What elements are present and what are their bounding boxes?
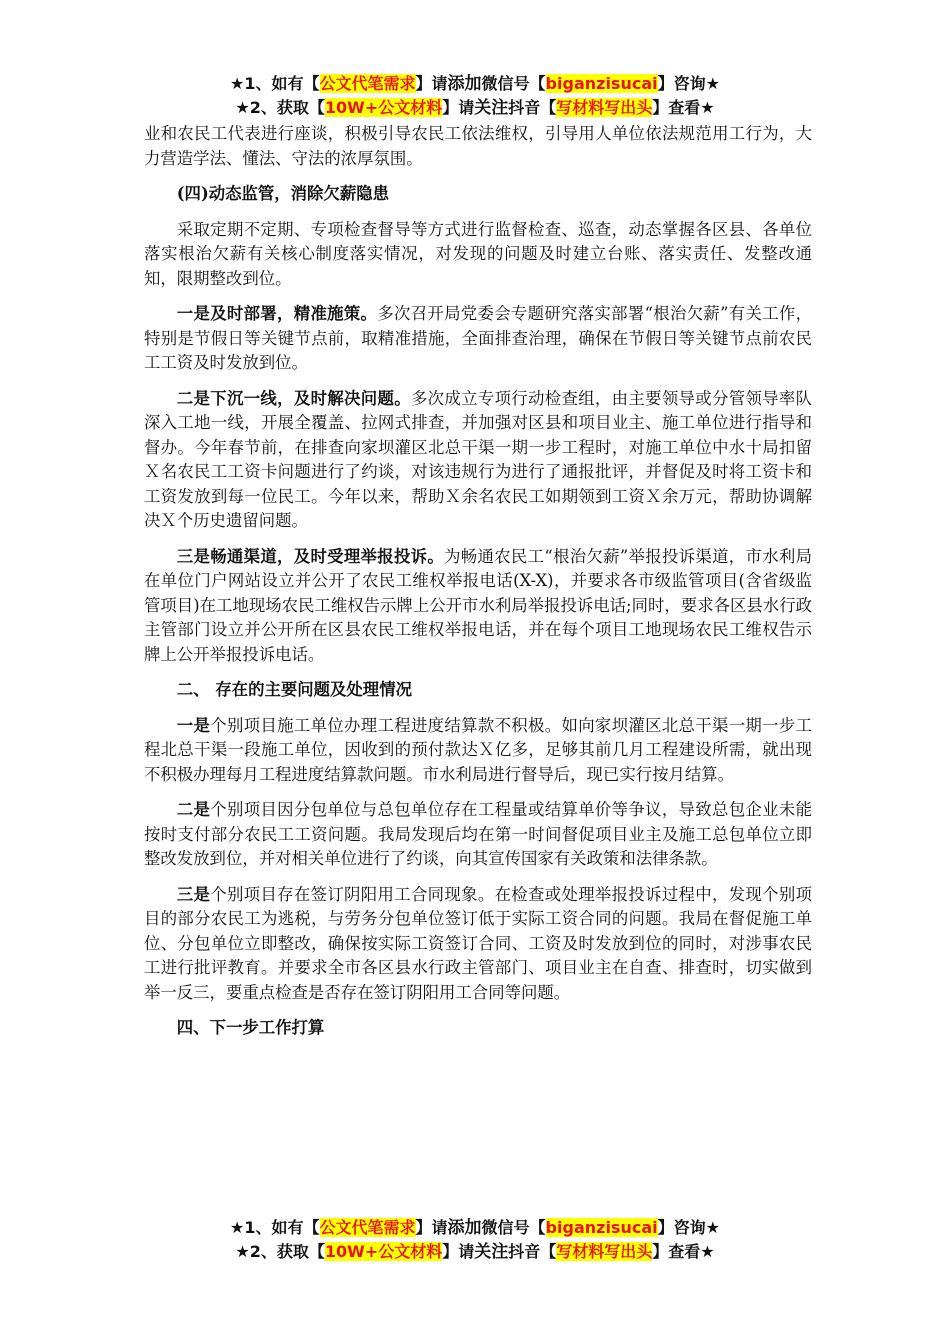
banner-text: 微信号【 (481, 74, 546, 93)
lead-text: 一是 (176, 715, 211, 735)
paragraph-dynamic-supervision: 采取定期不定期、专项检查督导等方式进行监督检查、巡查，动态掌握各区县、各单位落实根治欠薪有关核心制度落实情况，对发现的问题及时建立台账、落实责任、发整改通知，限期整改到位。 (144, 219, 812, 288)
banner-text: 】请 (415, 74, 448, 93)
paragraph-text: 为畅通农民工“根治欠薪”举报投诉渠道，市水利局在单位门户网站设立并公开了农民工维权举报电话(X-X)，并要求各市级监管项目(含省级监管项目)在工地现场农民工维权告示牌上公开市水利局举报投诉电话;同时，要求各区县水行政主管部门设立并公开所在区县农民工维权举报电话，并在每个项目工地现场农民工维权告示牌上公开举报投诉电话。 (144, 546, 812, 664)
lead-text: 二是 (176, 800, 211, 819)
banner-text: 】请 (415, 1218, 448, 1237)
banner-text: ★2、获取【 (235, 1242, 325, 1261)
paragraph-text: 个别项目因分包单位与总包单位存在工程量或结算单价等争议，导致总包企业未能按时支付部分农民工工资问题。我局发现后均在第一时间督促项目业主及施工总包单位立即整改发放到位，并对相关单位进行了约谈，向其宣传国家有关政策和法律条款。 (144, 800, 813, 868)
banner-text: 】请 (442, 1242, 475, 1261)
banner-text: 抖音【 (508, 98, 557, 117)
bottom-banner (0, 1216, 950, 1264)
paragraph-reporting-channels (144, 545, 812, 668)
banner-text: 关注 (474, 98, 509, 118)
banner-text: ★2、获取【 (235, 98, 325, 117)
section-heading-dynamic-supervision: (四)动态监管，消除欠薪隐患 (176, 184, 389, 203)
banner-text: 添加 (447, 74, 482, 94)
section-heading-problems: 二、 存在的主要问题及处理情况 (176, 680, 412, 699)
paragraph-deployment (144, 302, 812, 376)
top-banner (0, 72, 950, 120)
highlight-douyin-account: 写材料写出头 (556, 1242, 653, 1261)
banner-text: 关注 (474, 1242, 509, 1262)
section-heading-next-steps: 四、下一步工作打算 (176, 1018, 325, 1037)
banner-line-2 (0, 96, 950, 120)
highlight-wechat-id: biganzisucai (545, 74, 658, 93)
banner-text: 抖音【 (508, 1242, 557, 1261)
paragraph-text: 个别项目存在签订阴阳用工合同现象。在检查或处理举报投诉过程中，发现个别项目的部分农民工为逃税，与劳务分包单位签订低于实际工资合同的问题。我局在督促施工单位、分包单位立即整改，确保按实际工资签订合同、工资及时发放到位的同时，对涉事农民工进行批评教育。并要求全市各区县水行政主管部门、项目业主在自查、排查时，切实做到举一反三，要重点检查是否存在签订阴阳用工合同等问题。 (144, 884, 813, 1002)
paragraph-text: 个别项目施工单位办理工程进度结算款不积极。如向家坝灌区北总干渠一期一步工程北总干渠一段施工单位，因收到的预付款达Ｘ亿多，足够其前几月工程建设所需，就出现不积极办理每月工程进度结算款问题。市水利局进行督导后，现已实行按月结算。 (144, 715, 813, 784)
highlight-wechat-id: biganzisucai (545, 1218, 658, 1237)
highlight-service: 公文代笔需求 (319, 74, 416, 93)
banner-text: ★1、如有【 (230, 74, 320, 93)
banner-text: 微信号【 (481, 1218, 546, 1237)
paragraph-continuation: 业和农民工代表进行座谈，积极引导农民工依法维权，引导用人单位依法规范用工行为，大力营造学法、懂法、守法的浓厚氛围。 (144, 124, 812, 168)
banner-text: ★1、如有【 (230, 1218, 320, 1237)
highlight-materials: 10W+公文材料 (324, 1242, 443, 1261)
lead-text: 三是 (176, 884, 211, 904)
paragraph-problem-3 (144, 883, 812, 1006)
highlight-materials: 10W+公文材料 (324, 98, 443, 117)
lead-text: 一是及时部署，精准施策。 (176, 304, 378, 323)
banner-line-1 (0, 1216, 950, 1240)
lead-text: 三是畅通渠道，及时受理举报投诉。 (176, 546, 445, 566)
paragraph-problem-1 (144, 714, 812, 788)
banner-text: 】咨询★ (657, 1218, 720, 1237)
highlight-douyin-account: 写材料写出头 (556, 98, 653, 117)
banner-line-1 (0, 72, 950, 96)
banner-text: 】查看★ (652, 98, 715, 117)
banner-text: 】请 (442, 98, 475, 117)
banner-line-2 (0, 1240, 950, 1264)
paragraph-frontline (144, 387, 812, 534)
lead-text: 二是下沉一线，及时解决问题。 (176, 388, 411, 408)
paragraph-text: 多次召开局党委会专题研究落实部署“根治欠薪”有关工作，特别是节假日等关键节点前，取精准措施，全面排查治理，确保在节假日等关键节点前农民工工资及时发放到位。 (144, 304, 813, 372)
paragraph-text: 多次成立专项行动检查组，由主要领导或分管领导率队深入工地一线，开展全覆盖、拉网式排查，并加强对区县和项目业主、施工单位进行指导和督办。今年春节前，在排查向家坝灌区北总干渠一期一步工程时，对施工单位中水十局扣留Ｘ名农民工工资卡问题进行了约谈，对该违规行为进行了通报批评，并督促及时将工资卡和工资发放到每一位民工。今年以来，帮助Ｘ余名农民工如期领到工资Ｘ余万元，帮助协调解决Ｘ个历史遗留问题。 (144, 388, 813, 530)
banner-text: 添加 (447, 1218, 482, 1238)
document-body (144, 122, 812, 1052)
banner-text: 】咨询★ (657, 74, 720, 93)
paragraph-problem-2 (144, 798, 812, 872)
banner-text: 】查看★ (652, 1242, 715, 1261)
highlight-service: 公文代笔需求 (319, 1218, 416, 1237)
